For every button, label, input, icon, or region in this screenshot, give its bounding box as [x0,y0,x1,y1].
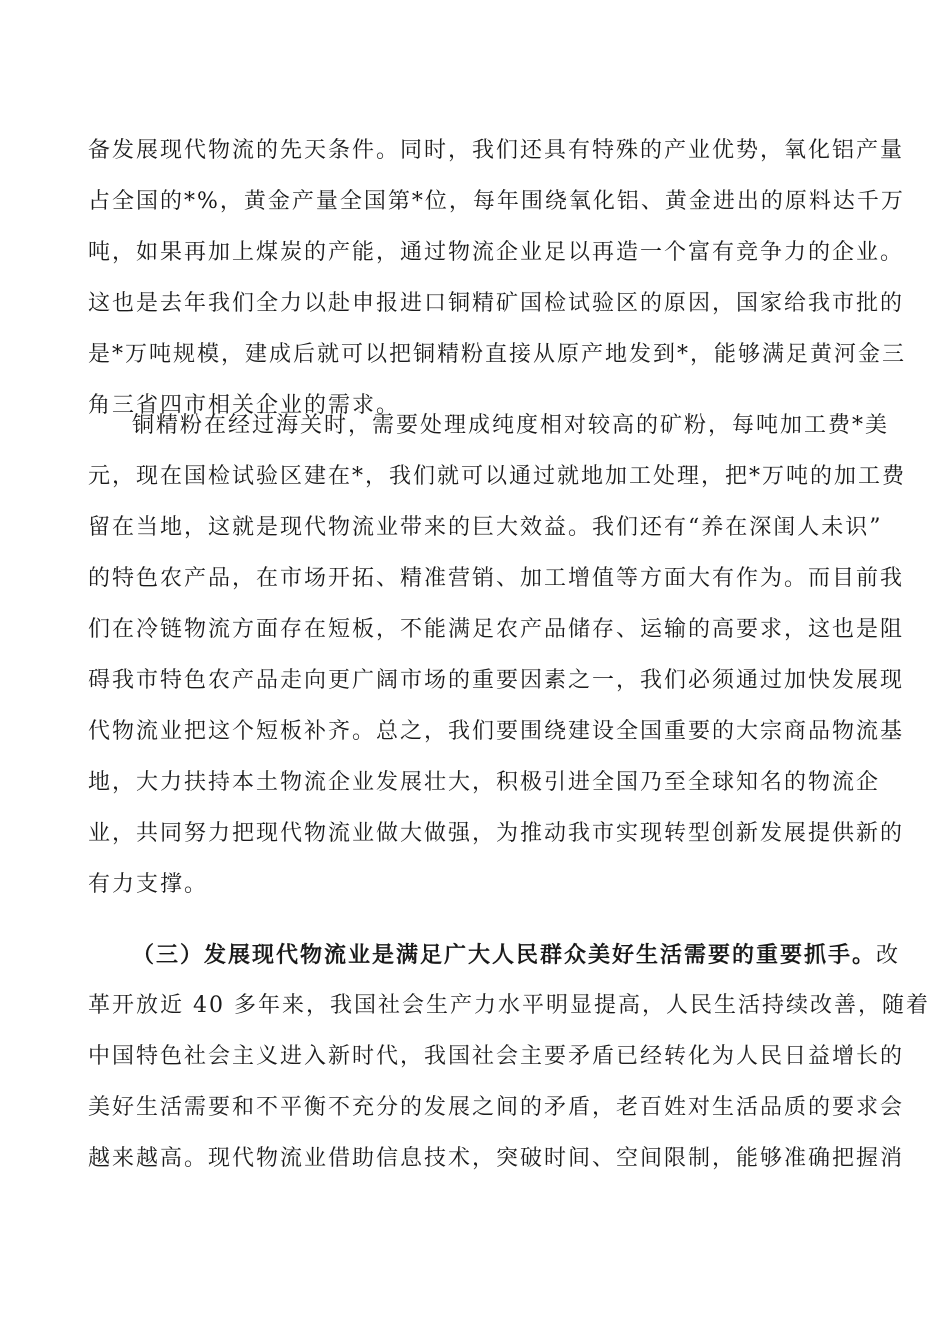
paragraph-line: 是*万吨规模，建成后就可以把铜精粉直接从原产地发到*，能够满足黄河金三 [88,342,907,367]
paragraph-line: 代物流业把这个短板补齐。总之，我们要围绕建设全国重要的大宗商品物流基 [88,719,905,744]
heading-tail-text: 改 [876,943,901,968]
section-heading: （三）发展现代物流业是满足广大人民群众美好生活需要的重要抓手。 [132,942,877,968]
section-heading-line [132,940,901,970]
paragraph-line: 留在当地，这就是现代物流业带来的巨大效益。我们还有“养在深闺人未识” [88,515,883,540]
paragraph-line: 这也是去年我们全力以赴申报进口铜精矿国检试验区的原因，国家给我市批的 [88,291,905,316]
paragraph-line: 们在冷链物流方面存在短板，不能满足农产品储存、运输的高要求，这也是阻 [88,617,905,642]
paragraph-line: 中国特色社会主义进入新时代，我国社会主要矛盾已经转化为人民日益增长的 [88,1044,905,1069]
paragraph-line: 吨，如果再加上煤炭的产能，通过物流企业足以再造一个富有竞争力的企业。 [88,240,905,265]
paragraph-line: 美好生活需要和不平衡不充分的发展之间的矛盾，老百姓对生活品质的要求会 [88,1095,905,1120]
paragraph-line: 地，大力扶持本土物流企业发展壮大，积极引进全国乃至全球知名的物流企 [88,770,881,795]
paragraph-line: 占全国的*%，黄金产量全国第*位，每年围绕氧化铝、黄金进出的原料达千万 [88,189,905,214]
paragraph-line: 的特色农产品，在市场开拓、精准营销、加工增值等方面大有作为。而目前我 [88,566,905,591]
paragraph-line: 有力支撑。 [88,872,209,897]
paragraph-line: 角三省四市相关企业的需求。 [88,393,401,418]
paragraph-line: 革开放近 40 多年来，我国社会生产力水平明显提高，人民生活持续改善，随着 [88,993,930,1018]
paragraph-line: 备发展现代物流的先天条件。同时，我们还具有特殊的产业优势，氧化铝产量 [88,138,905,163]
paragraph-line: 碍我市特色农产品走向更广阔市场的重要因素之一，我们必须通过加快发展现 [88,668,905,693]
paragraph-line: 业，共同努力把现代物流业做大做强，为推动我市实现转型创新发展提供新的 [88,821,905,846]
paragraph-line: 越来越高。现代物流业借助信息技术，突破时间、空间限制，能够准确把握消 [88,1146,905,1171]
paragraph-line: 元，现在国检试验区建在*，我们就可以通过就地加工处理，把*万吨的加工费 [88,464,907,489]
paragraph-line: 铜精粉在经过海关时，需要处理成纯度相对较高的矿粉，每吨加工费*美 [132,413,890,438]
